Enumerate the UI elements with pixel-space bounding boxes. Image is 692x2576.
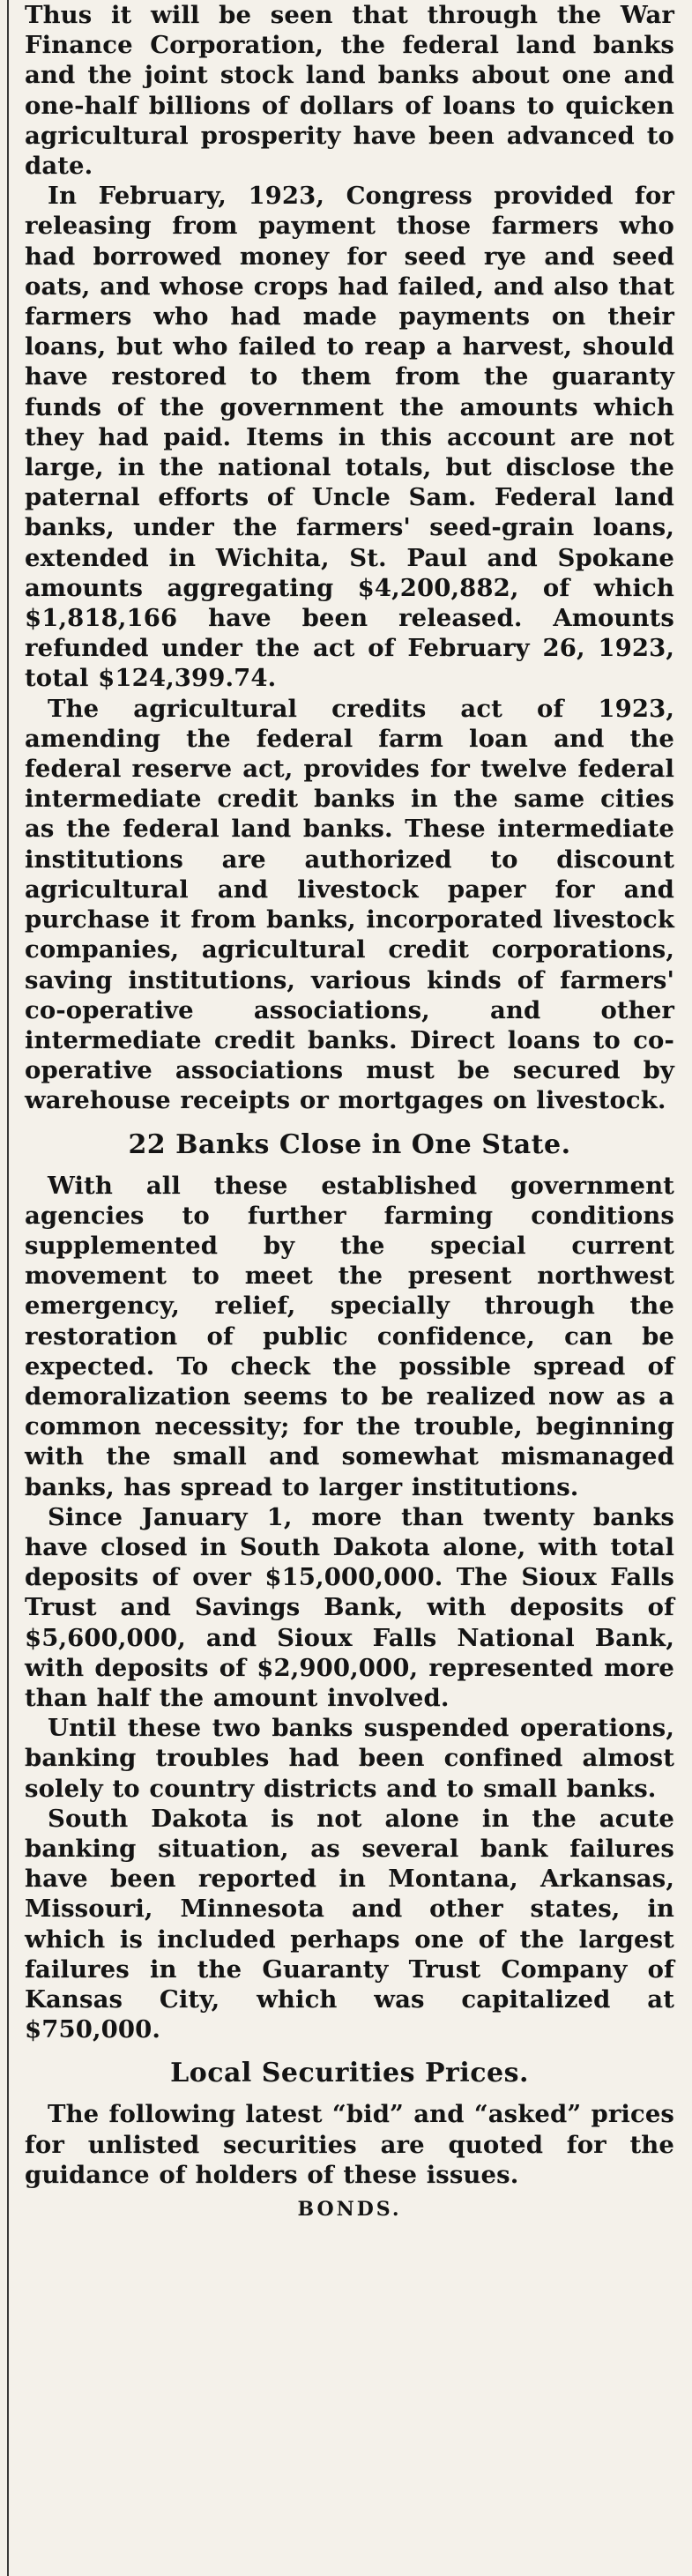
paragraph-other-states: South Dakota is not alone in the acute banking situation, as several bank failures have been reported in Montana, Arkansas, Missouri, Minnesota and other states, in which is included perhaps one of the largest failures in the Guaranty Trust Company of Kansas City, which was capitalized at $750,000. bbox=[25, 1804, 674, 2044]
paragraph-credits-act: The agricultural credits act of 1923, amending the federal farm loan and the federal reserve act, provides for twelve federal intermediate credit banks in the same cities as the federal land banks. These intermediate institutions are authorized to discount agricultural and livestock paper for and purchase it from banks, incorporated livestock companies, agricultural credit corporations, saving institutions, various kinds of farmers' co-operative associations, and other intermediate credit banks. Direct loans to co-operative associations must be secured by warehouse receipts or mortgages on livestock. bbox=[25, 694, 674, 1115]
column-rule bbox=[7, 0, 9, 2576]
paragraph-south-dakota-banks: Since January 1, more than twenty banks have closed in South Dakota alone, with total deposits of over $15,000,000. The Sioux Falls Trust and Savings Bank, with deposits of $5,600,000, and Sioux Falls National Bank, with deposits of $2,900,000, represented more than half the amount involved. bbox=[25, 1502, 674, 1712]
paragraph-war-finance: Thus it will be seen that through the War Finance Corporation, the federal land banks and the joint stock land banks about one and one-half billions of dollars of loans to quicken agricultural prosperity have been advanced to date. bbox=[25, 1, 674, 181]
paragraph-suspended-operations: Until these two banks suspended operations, banking troubles had been confined almost solely to country districts and to small banks. bbox=[25, 1714, 674, 1803]
heading-securities-prices: Local Securities Prices. bbox=[170, 2058, 529, 2089]
subheading-bonds: BONDS. bbox=[297, 2198, 402, 2222]
paragraph-seed-loans: In February, 1923, Congress provided for releasing from payment those farmers who had borrowed money for seed rye and seed oats, and whose crops had failed, and also that farmers who had made payments on their loans, but who failed to reap a harvest, should have restored to them from the guaranty funds of the government the amounts which they had paid. Items in this account are not large, in the national totals, but disclose the paternal efforts of Uncle Sam. Federal land banks, under the farmers' seed-grain loans, extended in Wichita, St. Paul and Spokane amounts aggregating $4,200,882, of which $1,818,166 have been released. Amounts refunded under the act of February 26, 1923, total $124,399.74. bbox=[25, 182, 674, 693]
paragraph-bid-asked: The following latest “bid” and “asked” prices for unlisted securities are quoted for the guidance of holders of these issues. bbox=[25, 2100, 674, 2189]
paragraph-government-agencies: With all these established government agencies to further farming conditions supplemented by the special current movement to meet the present northwest emergency, relief, specially through the restoration of public confidence, can be expected. To check the possible spread of demoralization seems to be realized now as a common necessity; for the trouble, beginning with the small and somewhat mismanaged banks, has spread to larger institutions. bbox=[25, 1171, 674, 1501]
heading-banks-close: 22 Banks Close in One State. bbox=[128, 1128, 571, 1160]
